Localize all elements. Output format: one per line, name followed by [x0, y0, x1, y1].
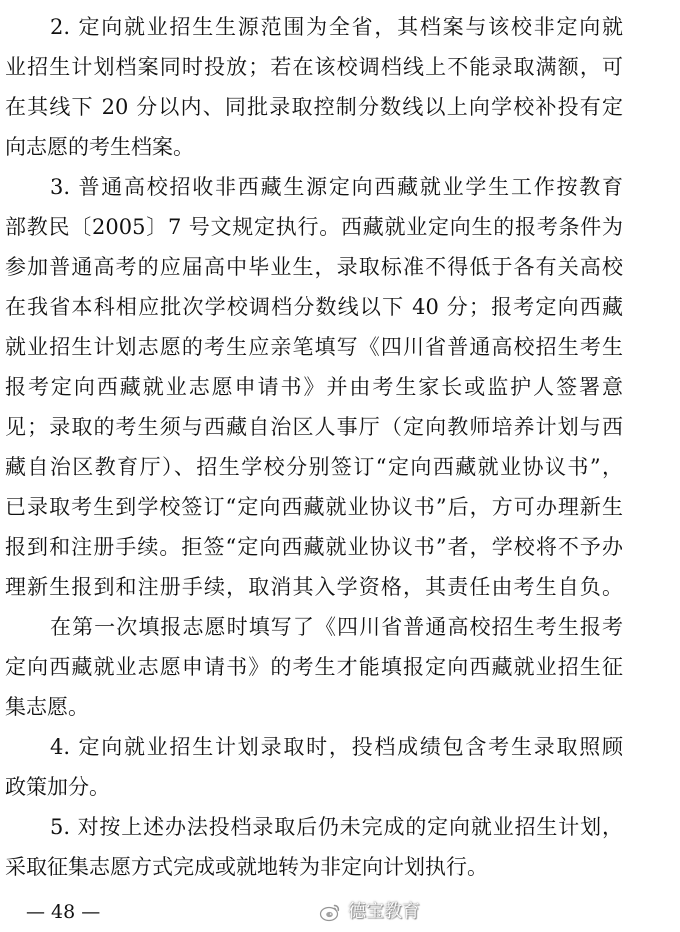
paragraph-4-line-1: 4. 定向就业招生计划录取时，投档成绩包含考生录取照顾 — [50, 735, 623, 759]
paragraph-2-line-3: 在其线下 20 分以内、同批录取控制分数线以上向学校补投有定 — [5, 95, 623, 119]
paragraph-special-line-1: 在第一次填报志愿时填写了《四川省普通高校招生考生报考 — [50, 615, 623, 639]
paragraph-2-line-4: 向志愿的考生档案。 — [5, 135, 194, 159]
paragraph-3-line-6: 报考定向西藏就业志愿申请书》并由考生家长或监护人签署意 — [5, 375, 623, 399]
paragraph-3-line-8: 藏自治区教育厅）、招生学校分别签订“定向西藏就业协议书”， — [5, 455, 623, 479]
page-number: — 48 — — [26, 901, 101, 923]
paragraph-3-line-1: 3. 普通高校招收非西藏生源定向西藏就业学生工作按教育 — [50, 175, 623, 199]
paragraph-4-line-2: 政策加分。 — [5, 775, 110, 799]
paragraph-special-line-2: 定向西藏就业志愿申请书》的考生才能填报定向西藏就业招生征 — [5, 655, 623, 679]
paragraph-3-line-7: 见；录取的考生须与西藏自治区人事厅（定向教师培养计划与西 — [5, 415, 623, 439]
paragraph-3-line-2: 部教民〔2005〕7 号文规定执行。西藏就业定向生的报考条件为 — [5, 215, 623, 239]
paragraph-special-line-3: 集志愿。 — [5, 695, 89, 719]
paragraph-2-line-2: 业招生计划档案同时投放；若在该校调档线上不能录取满额，可 — [5, 55, 623, 79]
paragraph-3-line-10: 报到和注册手续。拒签“定向西藏就业协议书”者，学校将不予办 — [5, 535, 623, 559]
paragraph-5-line-2: 采取征集志愿方式完成或就地转为非定向计划执行。 — [5, 855, 488, 879]
paragraph-5-line-1: 5. 对按上述办法投档录取后仍未完成的定向就业招生计划， — [50, 815, 623, 839]
paragraph-3-line-5: 就业招生计划志愿的考生应亲笔填写《四川省普通高校招生考生 — [5, 335, 623, 359]
paragraph-3-line-9: 已录取考生到学校签订“定向西藏就业协议书”后，方可办理新生 — [5, 495, 623, 519]
paragraph-3-line-11: 理新生报到和注册手续，取消其入学资格，其责任由考生自负。 — [5, 575, 623, 599]
paragraph-3-line-4: 在我省本科相应批次学校调档分数线以下 40 分；报考定向西藏 — [5, 295, 623, 319]
paragraph-3-line-3: 参加普通高考的应届高中毕业生，录取标准不得低于各有关高校 — [5, 255, 623, 279]
watermark — [318, 899, 420, 925]
weibo-icon — [318, 900, 342, 924]
paragraph-2-line-1: 2. 定向就业招生生源范围为全省，其档案与该校非定向就 — [50, 15, 623, 39]
watermark-text: 德宝教育 — [348, 901, 420, 922]
